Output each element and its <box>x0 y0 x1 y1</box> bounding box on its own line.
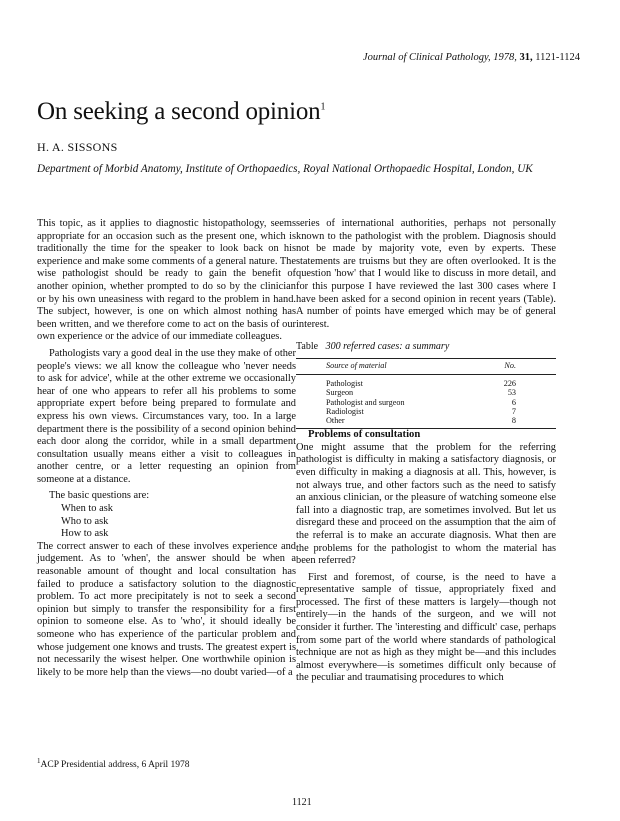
page-number: 1121 <box>292 797 312 808</box>
author: H. A. SISSONS <box>37 140 118 154</box>
paragraph: Pathologists vary a good deal in the use they make of other people's views: we all know the colleague who 'never needs to ask for advice', while at the other extreme we occasionally hear of one who appears to refer all his problems to some appropriate expert before being prepared to formulate and express his own views. Circumstances vary, too. In a large department there is the possibility of a second opinion behind each door along the corridor, while in a small department consultation usually means either a visit to colleagues in another centre, or a letter requesting an opinion from someone at a distance. <box>37 347 296 485</box>
paragraph: One might assume that the problem for the referring pathologist is difficulty in making a satisfactory diagnosis, or even difficulty in making a diagnosis at all. This, however, is not always true, and other factors such as the need to satisfy an anxious clinician, or the pleasure of watching someone else fall into a diagnostic trap, are sometimes involved. But let us disregard these and proceed on the assumption that the aim of the referral is to make an accurate diagnosis. What then are the problems for the pathologist to whom the material has been referred? <box>296 441 556 567</box>
table-cell-source: Surgeon <box>326 388 354 398</box>
questions-list <box>37 503 296 541</box>
table-cell-source: Other <box>326 415 345 425</box>
table-row <box>296 416 556 429</box>
table-cell-source: Radiologist <box>326 406 364 416</box>
section-heading: Problems of consultation <box>308 429 421 441</box>
table-cell-no: 6 <box>511 397 516 407</box>
table-row <box>296 388 556 397</box>
table-row <box>296 398 556 407</box>
table-row <box>296 375 556 389</box>
table-cell-source: Pathologist and surgeon <box>326 397 405 407</box>
journal-name: Journal of Clinical Pathology, <box>362 52 491 63</box>
table-caption-text: 300 referred cases: a summary <box>325 341 450 353</box>
table-cell-no: 8 <box>511 415 516 425</box>
table-caption <box>296 341 556 354</box>
paragraph: First and foremost, of course, is the need to have a representative sample of tissue, appropriately fixed and processed. The first of these matters is largely—though not entirely—in the hands of the surgeon, and we will not consider it further. The 'interesting and difficult' case, perhaps from some part of the world where standards of pathological technique are not as high as they might be—and this includes almost everywhere—is sometimes difficult only because of the peculiar and traumatising procedures to which <box>296 571 556 684</box>
footnote-mark: 1 <box>37 757 41 765</box>
article-title-text: On seeking a second opinion <box>37 98 321 125</box>
paragraph: This topic, as it applies to diagnostic histopathology, seems appropriate for an occasion such as the present one, which is traditionally the time for the speaker to look back on his experience and make some comments of a general nature. The wise pathologist should be ready to gain the benefit of another opinion, whether prompted to do so by the clinician or by his own uneasiness with regard to the problem in hand. The subject, however, is one on which almost nothing has been written, and we therefore come to act on the basis of our own experience or the advice of our immediate colleagues. <box>37 218 296 343</box>
article-title <box>37 98 325 126</box>
journal-year: 1978, <box>493 52 517 63</box>
referrals-table <box>296 358 556 429</box>
table-label: Table <box>296 341 319 353</box>
right-column <box>296 218 556 685</box>
journal-header <box>363 52 580 63</box>
table-cell-no: 53 <box>507 388 516 398</box>
column-header-no: No. <box>504 360 516 370</box>
left-column <box>37 218 296 679</box>
table-header-row <box>296 358 556 374</box>
paragraph: The basic questions are: <box>49 490 150 502</box>
list-item: Who to ask <box>61 515 109 527</box>
journal-pages: 1121-1124 <box>535 52 580 63</box>
journal-volume: 31, <box>519 52 533 63</box>
affiliation: Department of Morbid Anatomy, Institute of Orthopaedics, Royal National Orthopaedic Hospital, London, UK <box>37 163 533 175</box>
paragraph: The correct answer to each of these involves experience and judgement. As to 'when', the answer should be when a reasonable amount of thought and local consultation has failed to produce a satisfactory solution to the diagnostic problem. To act more precipitately is not to seek a second opinion but simply to transfer the responsibility for a first opinion to someone else. As to 'who', it should ideally be someone who has experience of the particular problem and whose judgement one knows and trusts. The greatest expert is not necessarily the wisest helper. One worthwhile opinion is likely to be more help than the views—no doubt varied—of a <box>37 540 296 678</box>
table-cell-source: Pathologist <box>326 379 363 389</box>
paragraph: series of international authorities, perhaps not personally known to the pathologist with the problem. Diagnosis should not be made by majority vote, even by experts. These statements are truisms but they are often overlooked. It is the question 'how' that I would like to discuss in more detail, and for this purpose I have reviewed the last 300 cases where I have been asked for a second opinion in recent years (Table). A number of points have emerged which may be of general interest. <box>296 218 556 330</box>
table-row <box>296 407 556 416</box>
list-item: When to ask <box>61 503 113 515</box>
list-item: How to ask <box>61 528 109 540</box>
table-cell-no: 7 <box>511 406 516 416</box>
table-cell-no: 226 <box>503 379 516 389</box>
title-footnote-mark: 1 <box>320 101 326 113</box>
footnote <box>37 757 190 770</box>
column-header-source: Source of material <box>326 360 387 370</box>
footnote-text: ACP Presidential address, 6 April 1978 <box>40 760 190 771</box>
